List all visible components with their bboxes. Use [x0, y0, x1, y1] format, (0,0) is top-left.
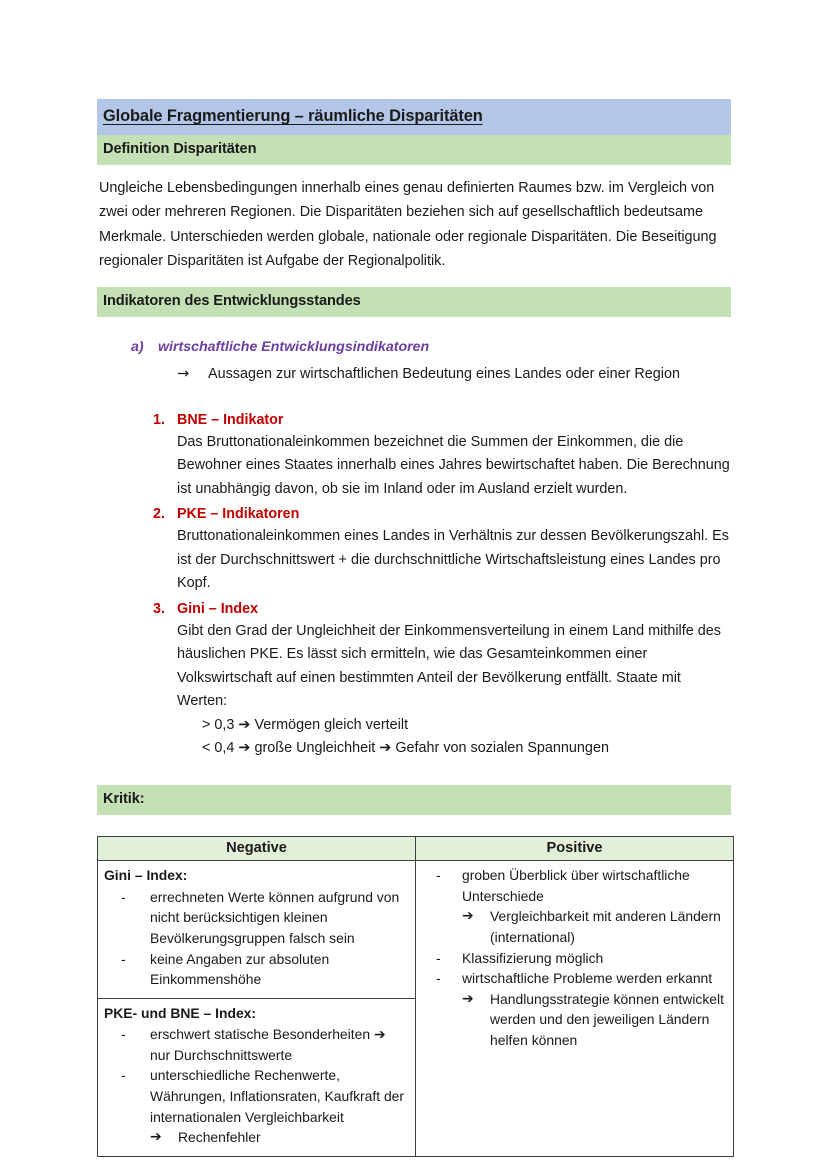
indicator-title-3: Gini – Index [177, 600, 259, 617]
list-item [104, 1024, 409, 1065]
document-content [97, 99, 731, 1157]
dash-bullet-icon: - [121, 1026, 126, 1043]
subsection-a-arrow-line [177, 364, 731, 386]
section-heading-definition [97, 135, 731, 165]
bold-arrow-icon: ➔ [238, 739, 251, 756]
definition-paragraph: Ungleiche Lebensbedingungen innerhalb eines genau definierten Raumes bzw. im Vergleich von zwei oder mehreren Regionen. Die Disparitäten beziehen sich auf gesellschaftlich bedeutsame Merkmale. Unterschieden werden globale, nationale oder regionale Disparitäten. Die Beseitigung regionaler Disparitäten ist Aufgabe der Regionalpolitik. [99, 180, 717, 269]
list-item-text: groben Überblick über wirtschaftliche Unterschiede [462, 867, 690, 904]
list-item-text: errechneten Werte können aufgrund von nicht berücksichtigen kleinen Bevölkerungsgruppen falsch sein [150, 888, 400, 946]
indicator-body-3: Gibt den Grad der Ungleichheit der Einkommensverteilung in einem Land mithilfe des häuslichen PKE. Es lässt sich ermitteln, wie das Gesamteinkommen einer Volkswirtschaft auf einen bestimmten Anteil der Bevölkerung entfällt. Staate mit Werten: [177, 622, 721, 710]
gini-value-line-1 [202, 714, 731, 737]
list-item-text: Klassifizierung möglich [462, 949, 604, 966]
negative-sub-list [150, 1127, 409, 1148]
bold-arrow-icon: ➔ [238, 716, 251, 733]
list-item [150, 1127, 409, 1148]
list-item [97, 409, 731, 502]
gini-text-1: Vermögen gleich verteilt [254, 716, 409, 733]
list-item [104, 887, 409, 949]
subsection-a-marker: a) [131, 339, 144, 356]
gini-value-2: < 0,4 [202, 739, 235, 756]
cell-positive [416, 861, 734, 1157]
list-item [97, 503, 731, 596]
indicator-body-1: Das Bruttonationaleinkommen bezeichnet die Summen der Einkommen, die die Bewohner eines Staates innerhalb eines Jahres bewirtschaftet haben. Die Berechnung ist unabhängig davon, ob sie im Inland oder im Ausland erzielt wurden. [177, 433, 730, 497]
dash-bullet-icon: - [436, 867, 441, 884]
cell-negative-pke-bne [98, 998, 416, 1156]
cell-heading-pke-bne: PKE- und BNE – Index: [104, 1004, 257, 1021]
indicator-heading-3 [153, 598, 731, 620]
cell-heading-gini: Gini – Index: [104, 867, 188, 884]
kritik-table [97, 836, 734, 1157]
positive-sub-list [462, 989, 727, 1051]
list-item-text: Vergleichbarkeit mit anderen Ländern (international) [490, 908, 721, 945]
list-item [422, 948, 727, 969]
indicator-number-3: 3. [153, 600, 165, 617]
column-header-negative: Negative [98, 837, 416, 861]
list-item [462, 989, 727, 1051]
dash-bullet-icon: - [436, 970, 441, 987]
positive-list [422, 865, 727, 1050]
dash-bullet-icon: - [121, 1067, 126, 1084]
list-item-text: unterschiedliche Rechenwerte, Währungen, Inflationsraten, Kaufkraft der internationalen Vergleichbarkeit [150, 1067, 405, 1125]
section-heading-definition-label: Definition Disparitäten [103, 141, 257, 158]
section-heading-kritik [97, 785, 731, 815]
list-item-text: erschwert statische Besonderheiten ➔ nur Durchschnittswerte [150, 1026, 386, 1063]
column-header-positive: Positive [416, 837, 734, 861]
indicator-heading-2 [153, 503, 731, 525]
subsection-a-label: wirtschaftliche Entwicklungsindikatoren [158, 339, 430, 356]
indicator-number-1: 1. [153, 411, 165, 428]
thin-arrow-icon: → [177, 366, 190, 383]
section-heading-indicators [97, 287, 731, 317]
list-item-text: Handlungsstrategie können entwickelt werden und den jeweiligen Ländern helfen können [490, 990, 724, 1048]
indicator-number-2: 2. [153, 506, 165, 523]
list-item-text: keine Angaben zur absoluten Einkommenshöhe [150, 950, 330, 988]
bold-arrow-icon: ➔ [462, 908, 474, 925]
section-heading-kritik-label: Kritik: [103, 791, 145, 808]
dash-bullet-icon: - [121, 950, 126, 967]
list-item [462, 906, 727, 947]
indicator-title-2: PKE – Indikatoren [177, 506, 300, 523]
indicator-list [97, 409, 731, 760]
list-item [422, 865, 727, 947]
list-item [104, 949, 409, 990]
dash-bullet-icon: - [436, 949, 441, 966]
document-title: Globale Fragmentierung – räumliche Disparitäten [103, 107, 483, 125]
positive-sub-list [462, 906, 727, 947]
indicator-heading-1 [153, 409, 731, 431]
negative-pke-list [104, 1024, 409, 1147]
gini-text-2: große Ungleichheit ➔ Gefahr von sozialen Spannungen [254, 739, 609, 756]
cell-negative-gini [98, 861, 416, 998]
subsection-a [131, 339, 731, 355]
bold-arrow-icon: ➔ [150, 1129, 162, 1146]
document-title-bar [97, 99, 731, 135]
list-item [104, 1065, 409, 1147]
list-item [97, 598, 731, 760]
table-header-row [98, 837, 734, 861]
list-item [422, 968, 727, 1050]
list-item-text: Rechenfehler [178, 1129, 261, 1146]
dash-bullet-icon: - [121, 888, 126, 905]
subsection-a-arrow-text: Aussagen zur wirtschaftlichen Bedeutung eines Landes oder einer Region [208, 366, 680, 383]
indicator-body-2: Bruttonationaleinkommen eines Landes in Verhältnis zur dessen Bevölkerungszahl. Es ist der Durchschnittswert + die durchschnittliche Wirtschaftsleistung eines Landes pro Kopf. [177, 528, 729, 592]
list-item-text: wirtschaftliche Probleme werden erkannt [462, 970, 713, 987]
gini-value-line-2 [202, 737, 731, 760]
negative-gini-list [104, 887, 409, 990]
gini-value-1: > 0,3 [202, 716, 235, 733]
bold-arrow-icon: ➔ [462, 990, 474, 1007]
table-row [98, 861, 734, 998]
indicator-title-1: BNE – Indikator [177, 411, 284, 428]
section-heading-indicators-label: Indikatoren des Entwicklungsstandes [103, 293, 361, 310]
kritik-section [97, 785, 731, 815]
